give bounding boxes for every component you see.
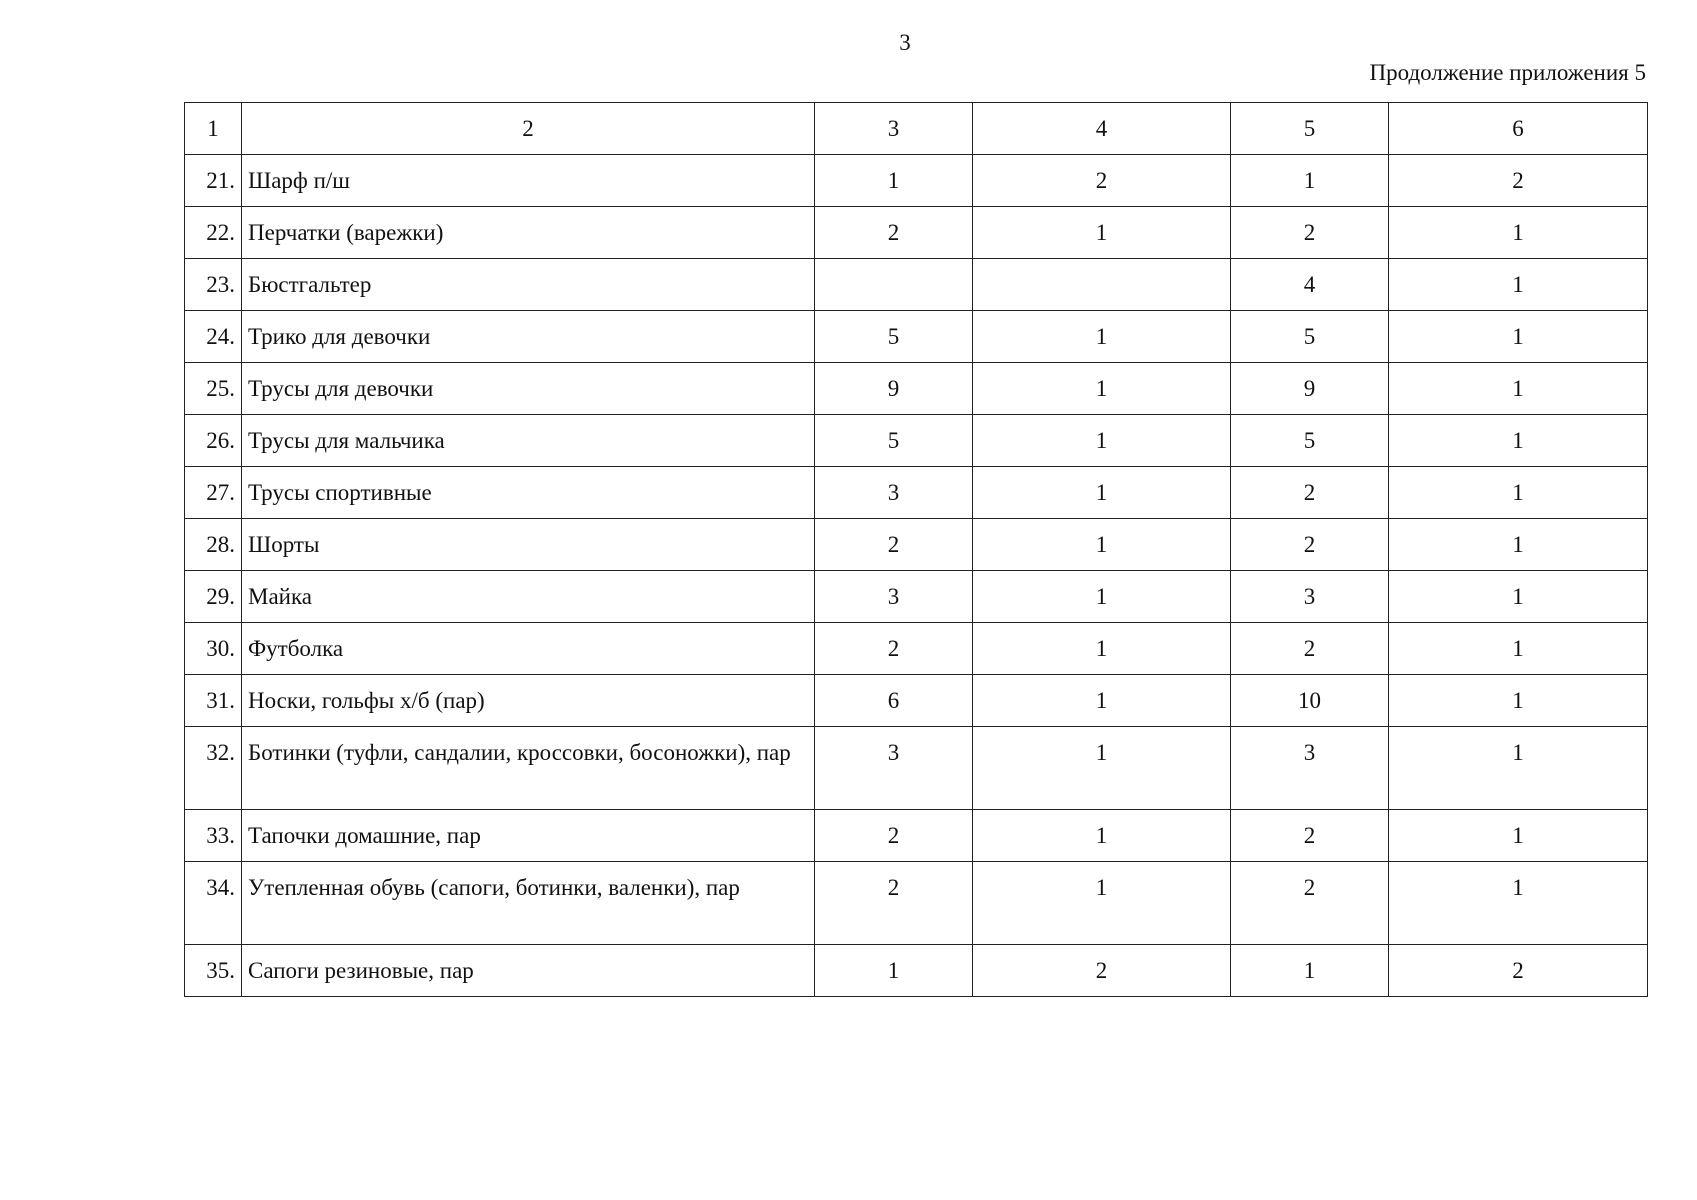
item-name: Трусы для девочки — [242, 363, 815, 415]
cell-col-4: 1 — [973, 363, 1231, 415]
table-row — [185, 675, 1648, 727]
cell-col-6: 1 — [1389, 727, 1648, 810]
cell-col-3: 5 — [815, 311, 973, 363]
table-row — [185, 207, 1648, 259]
cell-col-5: 2 — [1231, 467, 1389, 519]
row-number: 30. — [185, 623, 242, 675]
cell-col-3: 9 — [815, 363, 973, 415]
cell-col-5: 3 — [1231, 571, 1389, 623]
row-number: 31. — [185, 675, 242, 727]
cell-col-4: 1 — [973, 675, 1231, 727]
item-name: Сапоги резиновые, пар — [242, 945, 815, 997]
cell-col-6: 1 — [1389, 675, 1648, 727]
cell-col-4: 1 — [973, 415, 1231, 467]
cell-col-5: 2 — [1231, 862, 1389, 945]
table-row — [185, 311, 1648, 363]
cell-col-5: 4 — [1231, 259, 1389, 311]
item-name: Трусы спортивные — [242, 467, 815, 519]
row-number: 34. — [185, 862, 242, 945]
cell-col-3: 2 — [815, 207, 973, 259]
cell-col-3 — [815, 259, 973, 311]
table-row — [185, 623, 1648, 675]
cell-col-3: 5 — [815, 415, 973, 467]
row-number: 26. — [185, 415, 242, 467]
cell-col-5: 2 — [1231, 623, 1389, 675]
cell-col-4: 2 — [973, 155, 1231, 207]
cell-col-5: 5 — [1231, 311, 1389, 363]
row-number: 33. — [185, 810, 242, 862]
cell-col-6: 2 — [1389, 155, 1648, 207]
row-number: 28. — [185, 519, 242, 571]
column-header: 4 — [973, 103, 1231, 155]
table-row — [185, 571, 1648, 623]
column-header: 1 — [185, 103, 242, 155]
continuation-label: Продолжение приложения 5 — [1369, 60, 1646, 85]
item-name: Майка — [242, 571, 815, 623]
row-number: 27. — [185, 467, 242, 519]
cell-col-6: 2 — [1389, 945, 1648, 997]
cell-col-5: 5 — [1231, 415, 1389, 467]
table-row — [185, 727, 1648, 810]
row-number: 25. — [185, 363, 242, 415]
table-header-row — [185, 103, 1648, 155]
cell-col-4: 1 — [973, 207, 1231, 259]
item-name: Тапочки домашние, пар — [242, 810, 815, 862]
cell-col-5: 2 — [1231, 519, 1389, 571]
item-name: Утепленная обувь (сапоги, ботинки, валенки), пар — [242, 862, 815, 945]
cell-col-3: 2 — [815, 810, 973, 862]
table-row — [185, 519, 1648, 571]
table-row — [185, 862, 1648, 945]
cell-col-4: 1 — [973, 862, 1231, 945]
cell-col-6: 1 — [1389, 207, 1648, 259]
item-name: Шорты — [242, 519, 815, 571]
table-row — [185, 467, 1648, 519]
cell-col-5: 3 — [1231, 727, 1389, 810]
cell-col-3: 2 — [815, 519, 973, 571]
item-name: Бюстгальтер — [242, 259, 815, 311]
table-row — [185, 945, 1648, 997]
cell-col-4: 1 — [973, 623, 1231, 675]
table-row — [185, 155, 1648, 207]
cell-col-6: 1 — [1389, 311, 1648, 363]
cell-col-3: 3 — [815, 571, 973, 623]
cell-col-4: 1 — [973, 519, 1231, 571]
column-header: 6 — [1389, 103, 1648, 155]
row-number: 23. — [185, 259, 242, 311]
item-name: Трусы для мальчика — [242, 415, 815, 467]
cell-col-3: 6 — [815, 675, 973, 727]
row-number: 21. — [185, 155, 242, 207]
item-name: Перчатки (варежки) — [242, 207, 815, 259]
cell-col-5: 1 — [1231, 945, 1389, 997]
item-name: Футболка — [242, 623, 815, 675]
cell-col-6: 1 — [1389, 415, 1648, 467]
cell-col-6: 1 — [1389, 623, 1648, 675]
row-number: 22. — [185, 207, 242, 259]
column-header: 2 — [242, 103, 815, 155]
column-header: 3 — [815, 103, 973, 155]
cell-col-5: 9 — [1231, 363, 1389, 415]
cell-col-4: 1 — [973, 571, 1231, 623]
row-number: 29. — [185, 571, 242, 623]
column-header: 5 — [1231, 103, 1389, 155]
cell-col-3: 3 — [815, 467, 973, 519]
cell-col-6: 1 — [1389, 363, 1648, 415]
page-number: 3 — [899, 30, 911, 55]
item-name: Трико для девочки — [242, 311, 815, 363]
cell-col-4: 2 — [973, 945, 1231, 997]
clothing-norms-table — [184, 102, 1648, 997]
cell-col-4: 1 — [973, 311, 1231, 363]
table-row — [185, 363, 1648, 415]
row-number: 35. — [185, 945, 242, 997]
table-row — [185, 259, 1648, 311]
table-row — [185, 415, 1648, 467]
item-name: Шарф п/ш — [242, 155, 815, 207]
cell-col-3: 2 — [815, 862, 973, 945]
cell-col-6: 1 — [1389, 467, 1648, 519]
cell-col-4: 1 — [973, 467, 1231, 519]
cell-col-6: 1 — [1389, 519, 1648, 571]
row-number: 24. — [185, 311, 242, 363]
row-number: 32. — [185, 727, 242, 810]
item-name: Носки, гольфы х/б (пар) — [242, 675, 815, 727]
cell-col-3: 3 — [815, 727, 973, 810]
cell-col-5: 1 — [1231, 155, 1389, 207]
item-name: Ботинки (туфли, сандалии, кроссовки, босоножки), пар — [242, 727, 815, 810]
cell-col-5: 10 — [1231, 675, 1389, 727]
table-row — [185, 810, 1648, 862]
cell-col-3: 1 — [815, 155, 973, 207]
cell-col-4: 1 — [973, 727, 1231, 810]
cell-col-5: 2 — [1231, 810, 1389, 862]
cell-col-4: 1 — [973, 810, 1231, 862]
cell-col-3: 1 — [815, 945, 973, 997]
cell-col-6: 1 — [1389, 862, 1648, 945]
cell-col-5: 2 — [1231, 207, 1389, 259]
cell-col-6: 1 — [1389, 259, 1648, 311]
cell-col-6: 1 — [1389, 571, 1648, 623]
cell-col-6: 1 — [1389, 810, 1648, 862]
cell-col-4 — [973, 259, 1231, 311]
cell-col-3: 2 — [815, 623, 973, 675]
